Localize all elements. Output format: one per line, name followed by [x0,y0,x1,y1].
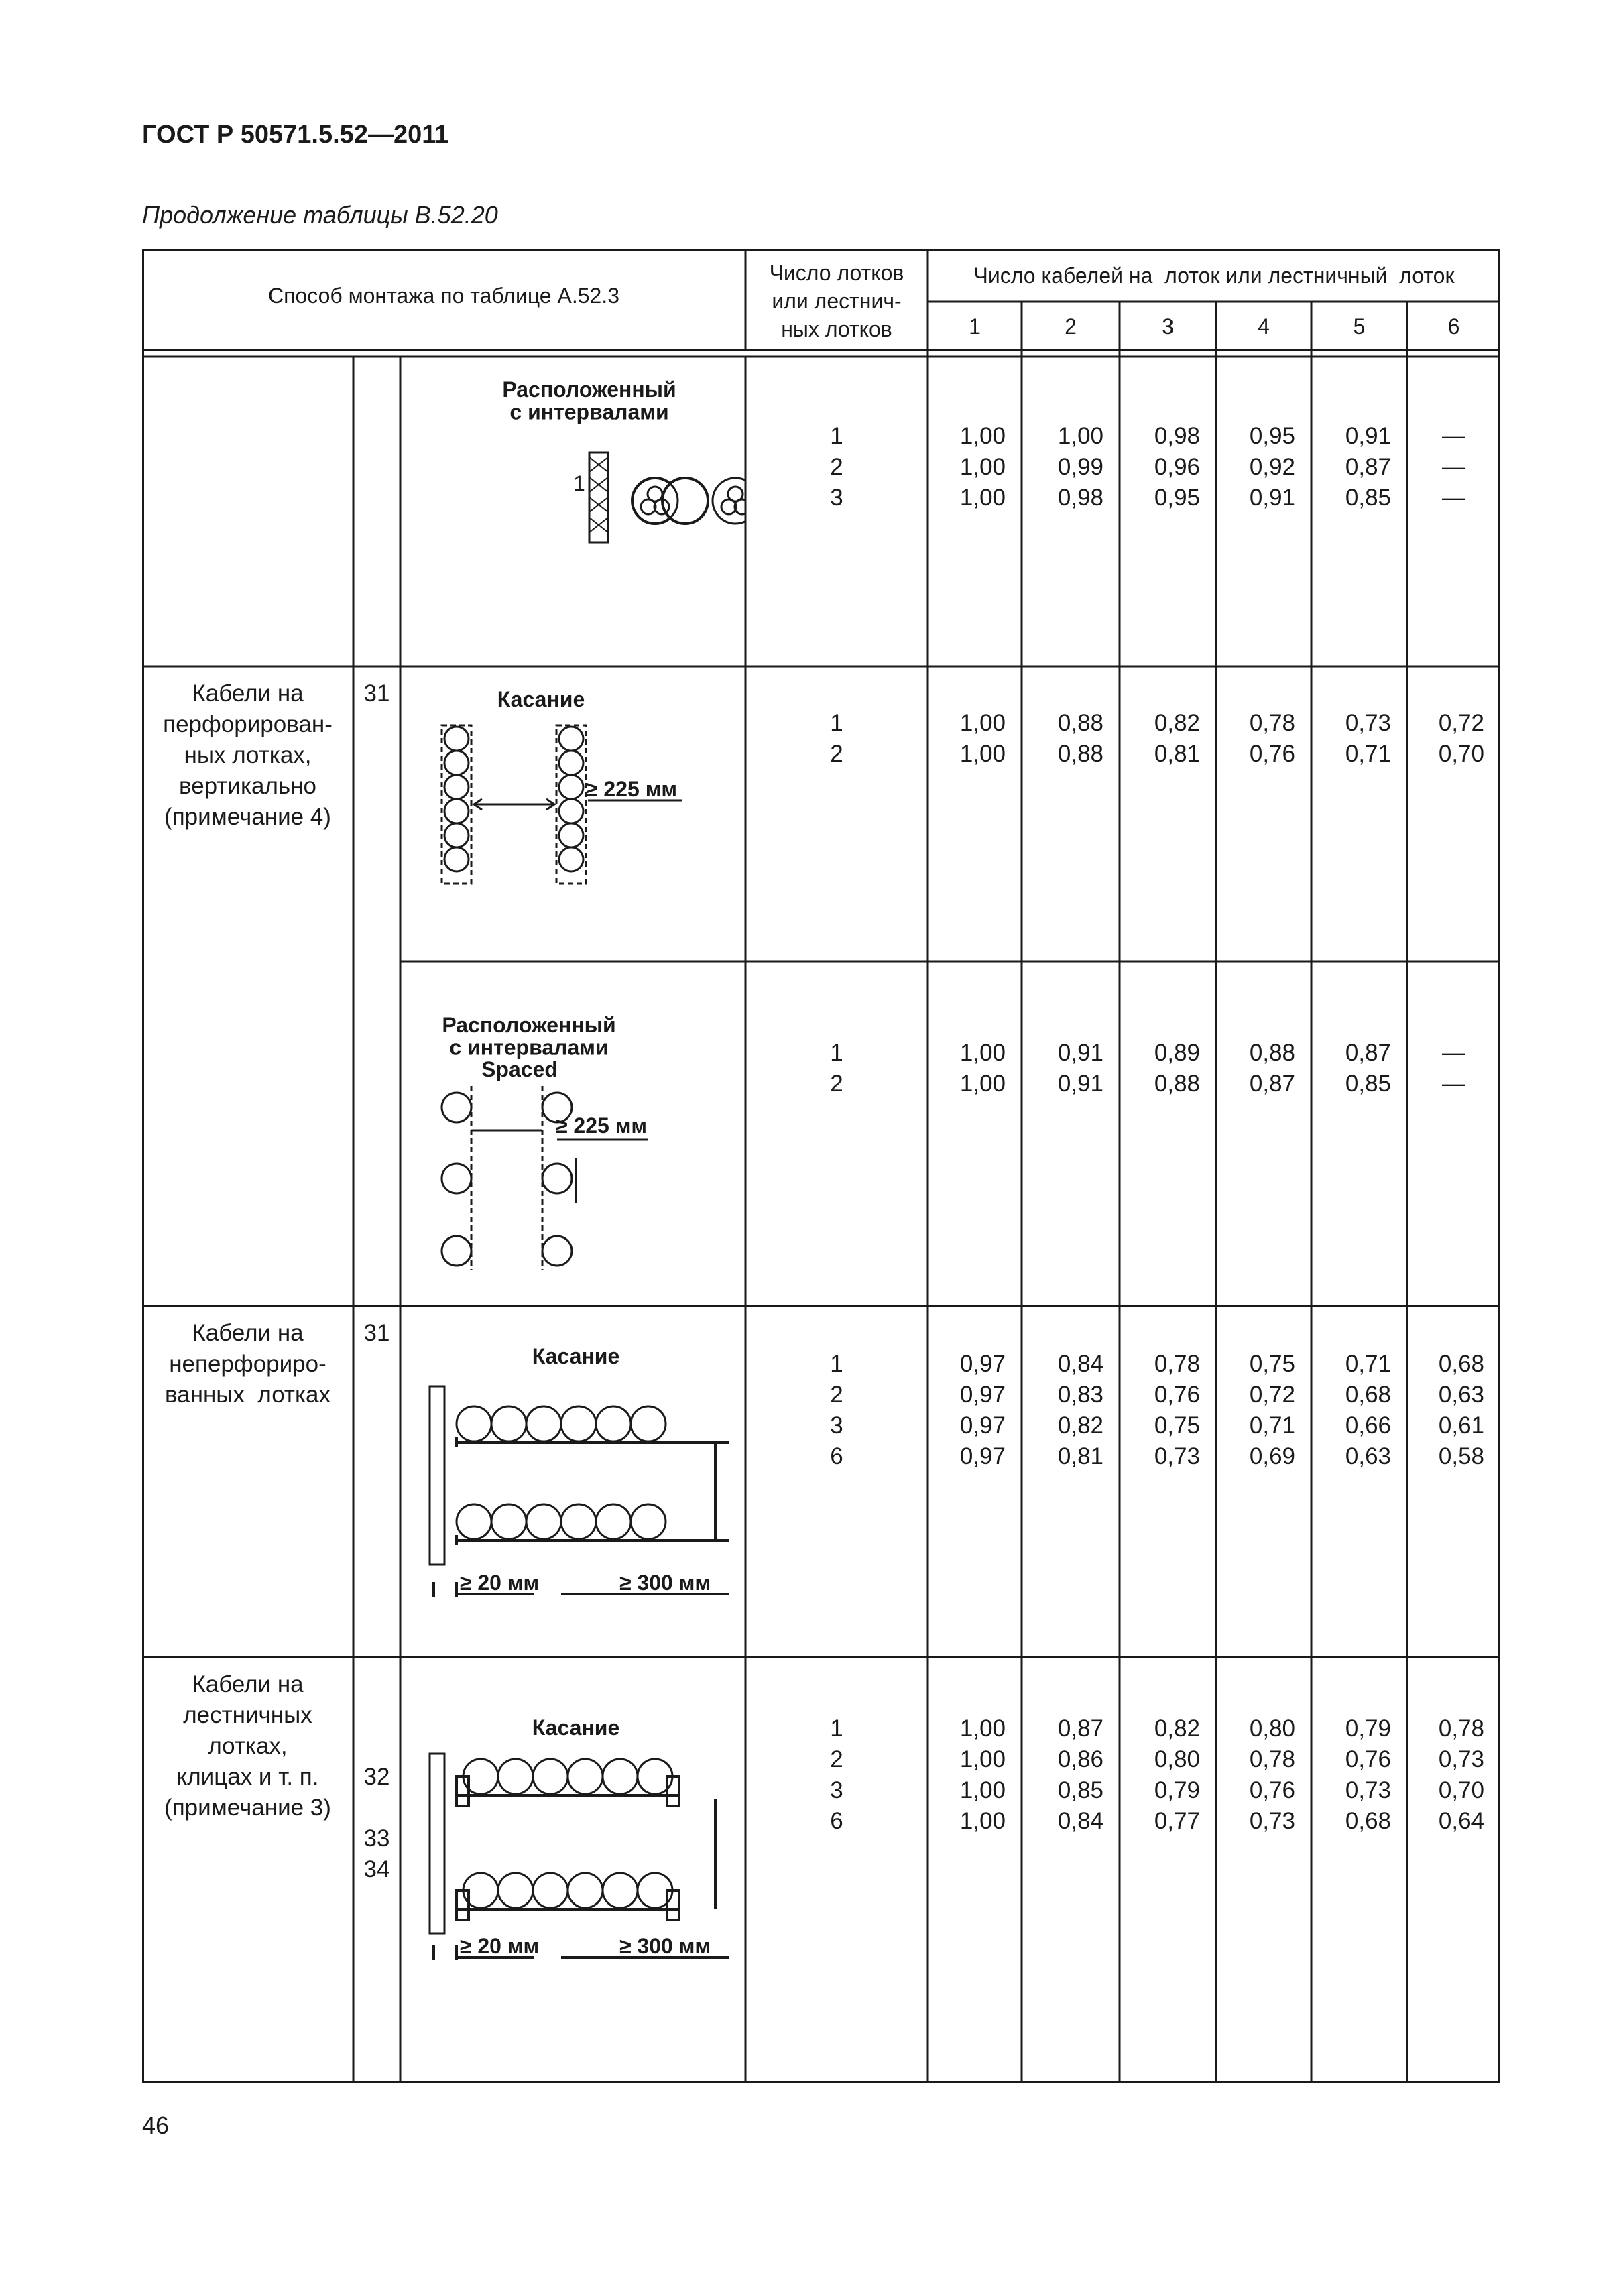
cable-row-upper [457,1406,666,1539]
header-trays: Число лотков или лестнич- ных лотков [769,261,904,341]
method-label: Кабели на неперфориро- ванных лотках [164,1320,331,1408]
trays-cell: 1 2 3 [830,423,843,511]
value-cell: 0,91 0,87 0,85 [1345,423,1391,511]
dimension-label-1: ≥ 20 мм [459,1934,540,1958]
diagram-title: Касание [532,1715,620,1740]
header-method: Способ монтажа по таблице А.52.3 [268,284,619,308]
value-cell: 0,97 0,97 0,97 0,97 [959,1351,1006,1469]
value-cell: — — [1442,1040,1465,1097]
value-cell: 0,87 0,86 0,85 0,84 [1057,1715,1103,1834]
diagram-ladder-trays [400,1657,745,2006]
dimension-label-2: ≥ 300 мм [619,1934,711,1958]
value-cell: 0,79 0,76 0,73 0,68 [1345,1715,1391,1834]
diagram-spaced-vertical [400,961,745,1306]
value-cell: 0,89 0,88 [1154,1040,1200,1097]
diagram-title: Касание [532,1344,620,1368]
diagram-title-line1: Расположенный с интервалами [502,377,676,424]
page-number: 46 [142,2112,170,2139]
value-cell: — — — [1442,423,1465,511]
header-cables: Число кабелей на лоток или лестничный лоток [973,263,1455,288]
value-cell: 0,72 0,70 [1438,710,1484,767]
dimension-label: ≥ 225 мм [555,1113,648,1138]
value-cell: 0,78 0,76 [1249,710,1295,767]
trays-cell: 1 2 3 6 [830,1351,843,1469]
value-cell: 0,78 0,76 0,75 0,73 [1154,1351,1200,1469]
header-count-6: 6 [1447,314,1460,339]
value-cell: 0,68 0,63 0,61 0,58 [1438,1351,1484,1469]
diagram-subtitle: Spaced [481,1057,558,1081]
value-cell: 0,71 0,68 0,66 0,63 [1345,1351,1391,1469]
diagram-spaced-horizontal [400,357,745,666]
cable-row-ladder [463,1759,672,1908]
trays-cell: 1 2 [830,710,843,767]
value-cell: 1,00 1,00 1,00 1,00 [959,1715,1006,1834]
value-cell: 0,91 0,91 [1057,1040,1103,1097]
trays-cell: 1 2 [830,1040,843,1097]
value-cell: 1,00 1,00 1,00 [959,423,1006,511]
diagram-touching-vertical [400,666,745,961]
dimension-label-2: ≥ 300 мм [619,1571,711,1595]
value-cell: 0,75 0,72 0,71 0,69 [1249,1351,1295,1469]
trays-cell: 1 2 3 6 [830,1715,843,1834]
header-count-3: 3 [1162,314,1174,339]
value-cell: 1,00 1,00 [959,1040,1006,1097]
diagram-title: Расположенный с интервалами [442,1013,616,1060]
method-label: Кабели на перфорирован- ных лотках, вертикально (примечание 4) [163,680,333,830]
diagram-unperforated-trays [400,1306,745,1657]
value-cell: 0,98 0,96 0,95 [1154,423,1200,511]
value-cell: 0,80 0,78 0,76 0,73 [1249,1715,1295,1834]
value-cell: 0,78 0,73 0,70 0,64 [1438,1715,1484,1834]
value-cell: 0,95 0,92 0,91 [1249,423,1295,511]
cable-column-left [444,727,583,871]
value-cell: 0,87 0,85 [1345,1040,1391,1097]
header-count-4: 4 [1258,314,1270,339]
cable-column [442,1093,572,1266]
value-cell: 0,73 0,71 [1345,710,1391,767]
value-cell: 0,82 0,80 0,79 0,77 [1154,1715,1200,1834]
value-cell: 1,00 0,99 0,98 [1057,423,1103,511]
document-code: ГОСТ Р 50571.5.52—2011 [142,121,449,149]
method-ref: 32 33 34 [363,1764,390,1882]
value-cell: 0,84 0,83 0,82 0,81 [1057,1351,1103,1469]
method-label: Кабели на лестничных лотках, клицах и т. п. (примечание 3) [164,1671,331,1821]
table-caption: Продолжение таблицы В.52.20 [142,201,498,229]
header-count-2: 2 [1065,314,1077,339]
derating-table [142,249,1500,2083]
value-cell: 0,82 0,81 [1154,710,1200,767]
method-ref: 31 [363,680,390,707]
value-cell: 1,00 1,00 [959,710,1006,767]
value-cell: 0,88 0,88 [1057,710,1103,767]
tray-label: 1 [573,471,585,495]
diagram-title: Касание [497,687,585,711]
dimension-label: ≥ 225 мм [585,777,678,801]
method-ref: 31 [363,1320,390,1346]
dimension-label-1: ≥ 20 мм [459,1571,540,1595]
value-cell: 0,88 0,87 [1249,1040,1295,1097]
header-count-1: 1 [969,314,981,339]
header-count-5: 5 [1353,314,1366,339]
